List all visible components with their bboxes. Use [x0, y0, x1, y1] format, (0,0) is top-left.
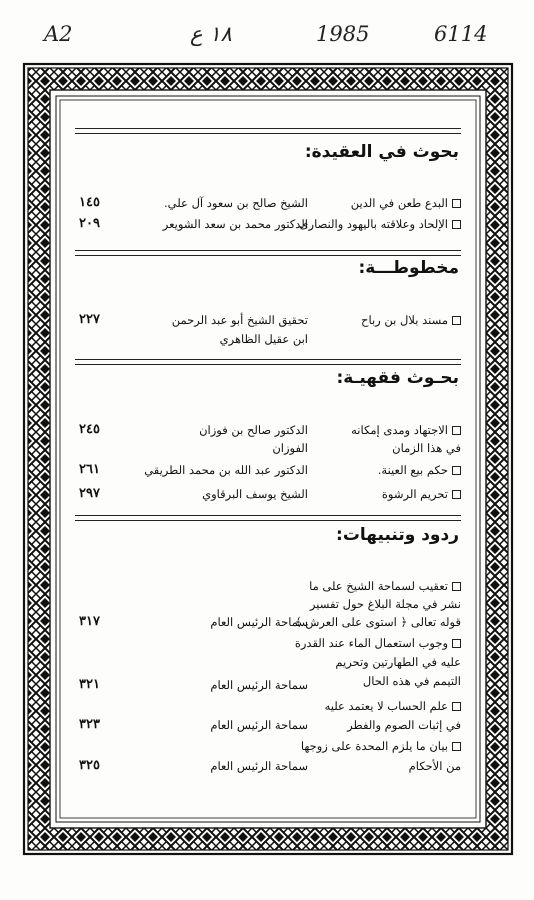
entry-title-continued: عليه في الطهارتين وتحريم	[335, 655, 461, 669]
list-item	[63, 194, 473, 212]
entry-page: ٣٢٥	[79, 758, 100, 773]
checkbox-square-icon	[452, 316, 461, 325]
entry-title: علم الحساب لا يعتمد عليه	[325, 697, 461, 715]
list-item	[63, 613, 473, 631]
entry-author: الشيخ صالح بن سعود آل علي.	[164, 196, 308, 210]
entry-title: بيان ما يلزم المحدة على زوجها	[301, 737, 461, 755]
checkbox-square-icon	[452, 582, 461, 591]
entry-title: تحريم الرشوة	[382, 485, 461, 503]
entry-page: ٢٠٩	[79, 216, 100, 231]
handwritten-year: 1985	[316, 22, 370, 46]
section-title-replies: ردود وتنبيهات:	[336, 525, 459, 545]
entry-author: الدكتور محمد بن سعد الشويعر	[162, 217, 308, 231]
entry-page: ٢٦١	[79, 462, 100, 477]
section-divider	[75, 250, 461, 251]
entry-title: الاجتهاد ومدى إمكانه	[351, 421, 461, 439]
section-divider	[75, 364, 461, 365]
entry-title: البدع طعن في الدين	[351, 194, 461, 212]
entry-title-continued: التيمم في هذه الحال	[362, 674, 461, 688]
top-rule-double	[75, 133, 461, 134]
entry-title-continued: في إثبات الصوم والفطر	[347, 718, 461, 732]
checkbox-square-icon	[452, 742, 461, 751]
section-divider	[75, 520, 461, 521]
entry-author: سماحة الرئيس العام	[210, 615, 308, 629]
checkbox-square-icon	[452, 639, 461, 648]
section-divider	[75, 515, 461, 516]
list-item	[63, 311, 473, 329]
entry-page: ٣١٧	[79, 614, 100, 629]
entry-author-continued: ابن عقيل الظاهري	[219, 332, 308, 346]
list-item	[63, 716, 473, 734]
checkbox-square-icon	[452, 490, 461, 499]
table-of-contents	[63, 112, 473, 806]
checkbox-square-icon	[452, 199, 461, 208]
handwritten-issue: ١٨ ع	[190, 22, 232, 46]
list-item	[63, 215, 473, 233]
entry-author: تحقيق الشيخ أبو عبد الرحمن	[171, 313, 308, 327]
checkbox-square-icon	[452, 702, 461, 711]
entry-title: تعقيب لسماحة الشيخ على ما	[309, 577, 461, 595]
checkbox-square-icon	[452, 220, 461, 229]
handwritten-code: A2	[44, 22, 73, 46]
section-title-manuscript: مخطوطـــة:	[358, 258, 459, 278]
entry-title-continued: قوله تعالى ﴿ استوى على العرش ﴾	[295, 615, 461, 629]
entry-title-continued: في هذا الزمان	[392, 441, 461, 455]
entry-page: ٢٢٧	[79, 312, 100, 327]
entry-title-continued: من الأحكام	[408, 759, 461, 773]
entry-title: مسند بلال بن رباح	[361, 311, 461, 329]
top-rule	[75, 128, 461, 129]
entry-title-continued: نشر في مجلة البلاغ حول تفسير	[309, 597, 461, 611]
entry-author: الدكتور صالح بن فوزان	[199, 423, 308, 437]
checkbox-square-icon	[452, 466, 461, 475]
entry-title: الإلحاد وعلاقته باليهود والنصارى	[300, 215, 461, 233]
entry-author: سماحة الرئيس العام	[210, 678, 308, 692]
entry-page: ٣٢١	[79, 677, 100, 692]
entry-page: ٣٢٣	[79, 717, 100, 732]
entry-author: سماحة الرئيس العام	[210, 759, 308, 773]
entry-author: الشيخ يوسف البرقاوي	[202, 487, 308, 501]
entry-author: سماحة الرئيس العام	[210, 718, 308, 732]
section-title-aqeedah: بحوث في العقيدة:	[304, 142, 459, 162]
list-item	[63, 421, 473, 439]
list-item	[63, 676, 473, 694]
list-item	[63, 485, 473, 503]
entry-page: ٢٩٧	[79, 486, 100, 501]
checkbox-square-icon	[452, 426, 461, 435]
section-divider	[75, 255, 461, 256]
list-item	[63, 757, 473, 775]
entry-page: ١٤٥	[79, 195, 100, 210]
entry-author: الدكتور عبد الله بن محمد الطريقي	[144, 463, 308, 477]
entry-page: ٢٤٥	[79, 422, 100, 437]
list-item	[63, 461, 473, 479]
entry-title: حكم بيع العينة.	[378, 461, 461, 479]
entry-title: وجوب استعمال الماء عند القدرة	[295, 634, 461, 652]
section-title-fiqh: بحـوث فقهيـة:	[336, 368, 459, 388]
section-divider	[75, 359, 461, 360]
handwritten-number: 6114	[434, 22, 488, 46]
entry-author-continued: الفوزان	[272, 441, 308, 455]
